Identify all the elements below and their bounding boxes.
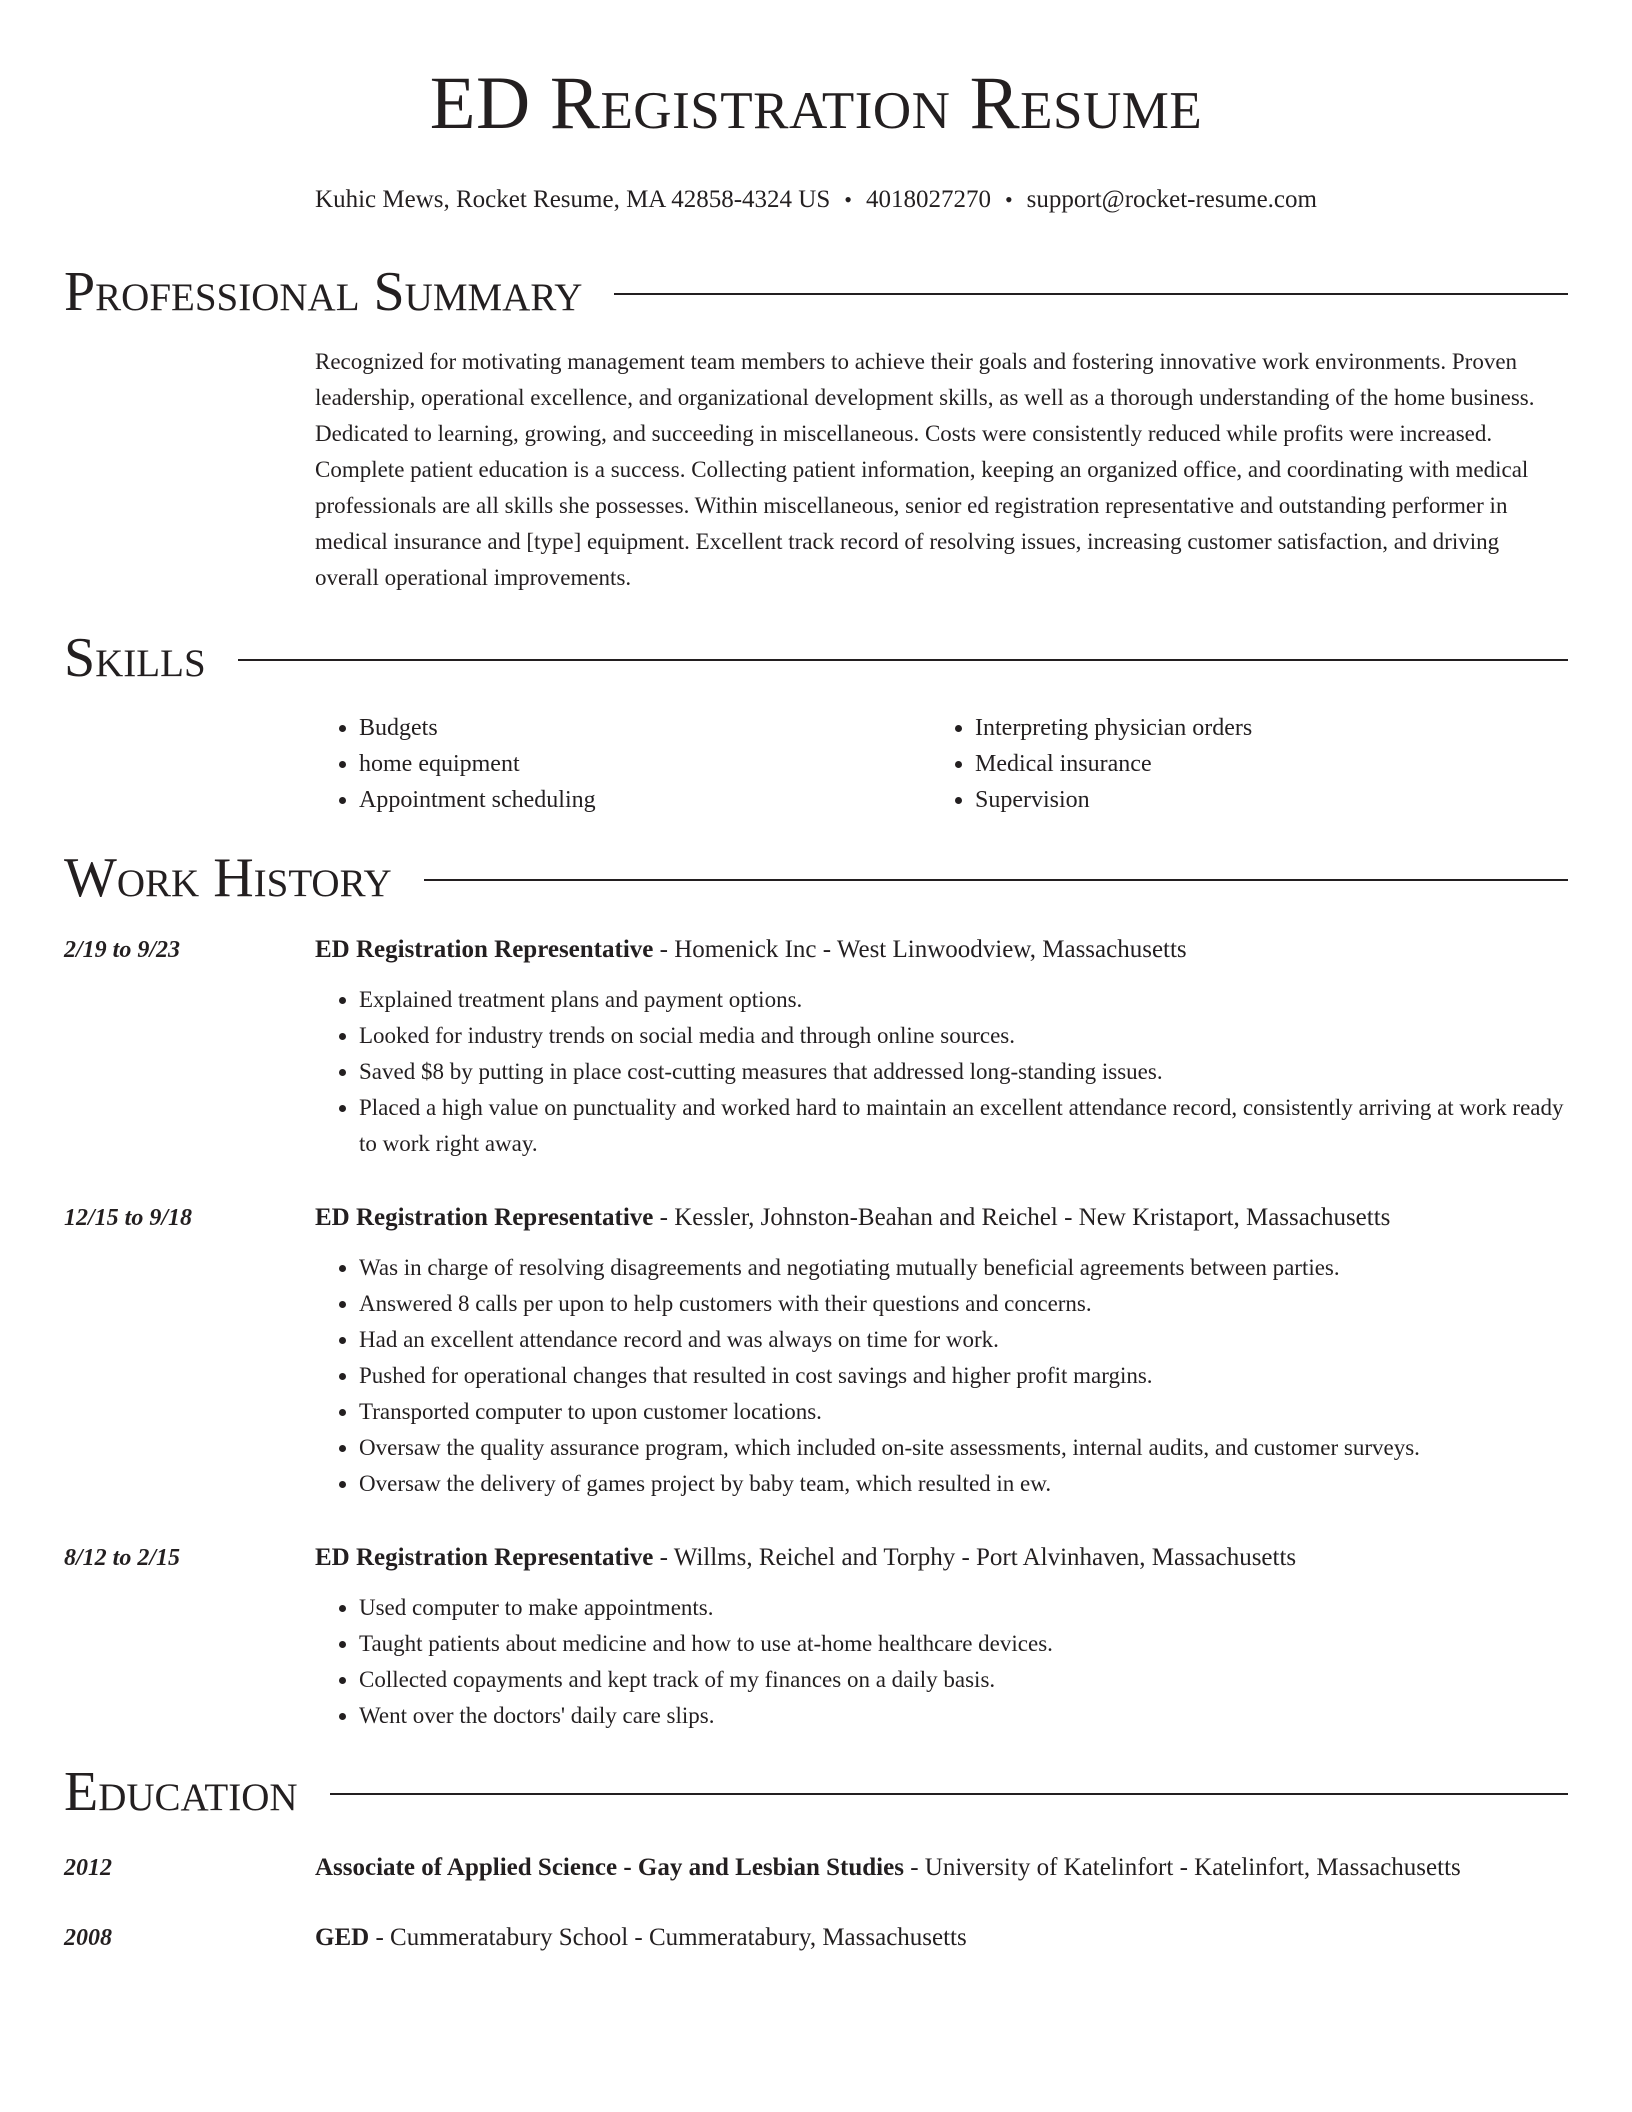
summary-section-header — [64, 260, 1568, 324]
skill-item: • Interpreting physician orders — [975, 710, 1547, 746]
education-line — [315, 1850, 1461, 1886]
job-bullet: • Saved $8 by putting in place cost-cutting measures that addressed long-standing issues. — [359, 1054, 1568, 1090]
education-degree: Associate of Applied Science - Gay and Lesbian Studies — [315, 1854, 904, 1881]
job-bullet: • Was in charge of resolving disagreements and negotiating mutually beneficial agreements between parties. — [359, 1250, 1568, 1286]
job-body — [315, 1540, 1568, 1734]
skills-section-header — [64, 626, 1568, 690]
job-title-line — [315, 1540, 1568, 1576]
job-employer: - Homenick Inc - West Linwoodview, Massachusetts — [653, 936, 1187, 963]
summary-text: Recognized for motivating management team members to achieve their goals and fostering innovative work environments. Proven leadership, operational excellence, and organizational development skills, as well as a thorough understanding of the home business. Dedicated to learning, growing, and succeeding in miscellaneous. Costs were consistently reduced while profits were increased. Complete patient education is a success. Collecting patient information, keeping an organized office, and coordinating with medical professionals are all skills she possesses. Within miscellaneous, senior ed registration representative and outstanding performer in medical insurance and [type] equipment. Excellent track record of resolving issues, increasing customer satisfaction, and driving overall operational improvements. — [315, 349, 1535, 590]
education-heading: Education — [64, 1761, 298, 1823]
job-bullets — [315, 1250, 1568, 1502]
education-school: - Cummeratabury School - Cummeratabury, Massachusetts — [369, 1924, 967, 1951]
skills-column-left — [315, 710, 931, 818]
job-bullet: • Explained treatment plans and payment options. — [359, 982, 1568, 1018]
email: support@rocket-resume.com — [1026, 186, 1317, 213]
bullet-separator: • — [844, 187, 852, 212]
education-section-header — [64, 1760, 1568, 1824]
job-title: ED Registration Representative — [315, 1544, 654, 1571]
skills-heading: Skills — [64, 627, 206, 689]
contact-line — [64, 184, 1568, 216]
job-bullet: • Answered 8 calls per upon to help customers with their questions and concerns. — [359, 1286, 1568, 1322]
skills-column-right — [931, 710, 1547, 818]
section-divider — [614, 293, 1568, 295]
bullet-separator: • — [1004, 187, 1013, 212]
skill-item: • Budgets — [359, 710, 931, 746]
phone: 4018027270 — [865, 186, 991, 213]
skill-item: • Appointment scheduling — [359, 782, 931, 818]
job-bullet: • Oversaw the delivery of games project by baby team, which resulted in ew. — [359, 1466, 1568, 1502]
job-bullet: • Collected copayments and kept track of my finances on a daily basis. — [359, 1662, 1568, 1698]
job-bullet: • Taught patients about medicine and how to use at-home healthcare devices. — [359, 1626, 1568, 1662]
section-divider — [424, 879, 1568, 881]
job-body — [315, 932, 1568, 1162]
job-bullet: • Used computer to make appointments. — [359, 1590, 1568, 1626]
job-bullet: • Transported computer to upon customer locations. — [359, 1394, 1568, 1430]
resume-page — [64, 0, 1568, 1956]
skill-item: • Supervision — [975, 782, 1547, 818]
job-bullets — [315, 1590, 1568, 1734]
skills-list — [315, 710, 1568, 818]
job-title-line — [315, 932, 1568, 968]
job-entry — [64, 932, 1568, 1162]
education-degree: GED — [315, 1924, 370, 1951]
job-bullet: • Pushed for operational changes that resulted in cost savings and higher profit margins. — [359, 1358, 1568, 1394]
job-bullets — [315, 982, 1568, 1162]
skill-item: • home equipment — [359, 746, 931, 782]
summary-heading: Professional Summary — [64, 261, 583, 323]
skill-item: • Medical insurance — [975, 746, 1547, 782]
education-entry — [64, 1920, 1568, 1956]
job-dates: 2/19 to 9/23 — [64, 937, 181, 963]
work-section-header — [64, 846, 1568, 910]
job-title: ED Registration Representative — [315, 1204, 654, 1231]
job-entry — [64, 1200, 1568, 1502]
section-divider — [330, 1793, 1568, 1795]
resume-title: ED Registration Resume — [429, 62, 1203, 145]
job-dates: 8/12 to 2/15 — [64, 1545, 181, 1571]
job-title-line — [315, 1200, 1568, 1236]
address: Kuhic Mews, Rocket Resume, MA 42858-4324 US — [315, 186, 831, 213]
job-bullet: • Oversaw the quality assurance program, which included on-site assessments, internal audits, and customer surveys. — [359, 1430, 1568, 1466]
education-school: - University of Katelinfort - Katelinfort, Massachusetts — [903, 1854, 1461, 1881]
section-divider — [238, 659, 1568, 661]
education-entry — [64, 1850, 1568, 1886]
education-year: 2008 — [64, 1925, 112, 1951]
job-employer: - Kessler, Johnston-Beahan and Reichel - New Kristaport, Massachusetts — [653, 1204, 1391, 1231]
education-year: 2012 — [64, 1855, 112, 1881]
job-bullet: • Placed a high value on punctuality and worked hard to maintain an excellent attendance record, consistently arriving at work ready to work right away. — [359, 1090, 1568, 1162]
job-employer: - Willms, Reichel and Torphy - Port Alvinhaven, Massachusetts — [653, 1544, 1297, 1571]
job-bullet: • Looked for industry trends on social media and through online sources. — [359, 1018, 1568, 1054]
job-body — [315, 1200, 1568, 1502]
education-line — [315, 1920, 967, 1956]
job-dates: 12/15 to 9/18 — [64, 1205, 193, 1231]
job-bullet: • Went over the doctors' daily care slips. — [359, 1698, 1568, 1734]
job-bullet: • Had an excellent attendance record and was always on time for work. — [359, 1322, 1568, 1358]
work-heading: Work History — [64, 847, 392, 909]
job-entry — [64, 1540, 1568, 1734]
job-title: ED Registration Representative — [315, 936, 654, 963]
